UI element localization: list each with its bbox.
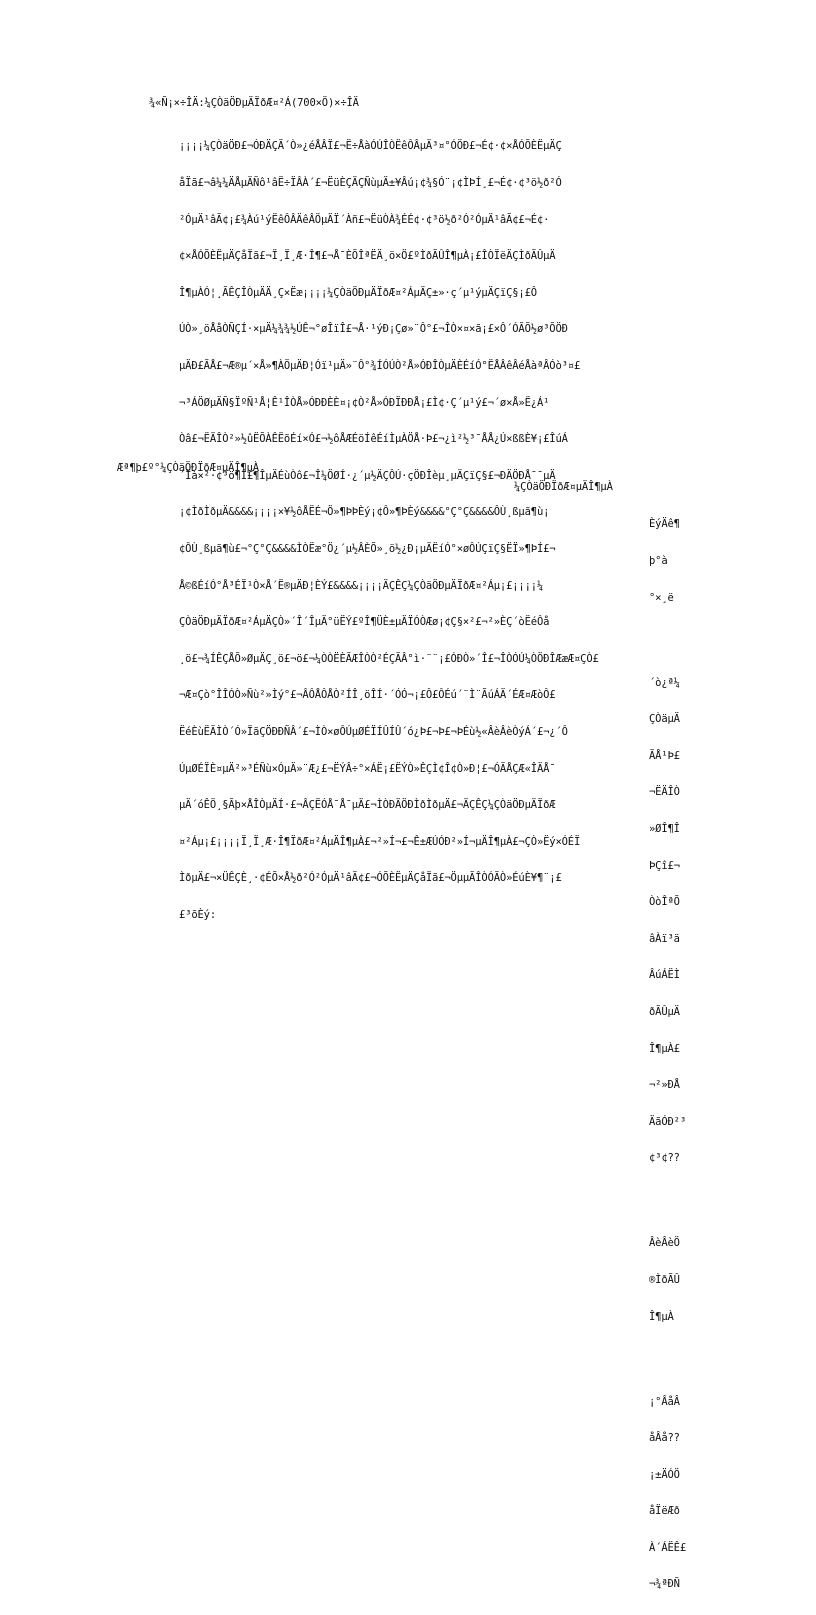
side-line: À´ÁËÊ£ [649,1541,687,1554]
essay-line: ËéÈùËÃÌÒ´Ó»ÏãÇÖÐÐÑÂ´£¬ÌÒ×øÔÚµØÉÏÍÛÍÛ´ó¿Þ£¬Þ£¬ÞÉù½«ÂèÂèÒýÁ´£¬¿´Ô [179,725,568,738]
essay-line: ¡¢ÌðÌðµÄ&&&&¡¡¡¡×¥½ôÅËÉ¬Ö»¶ÞÞÈý¡¢Ô»¶ÞÈý&&&&°Ç°Ç&&&&ÔÙ¸ßµã¶ù¡ [179,506,550,519]
side-line: åÂå?? [649,1432,680,1445]
side-line: Î¶µÀ£ [649,1042,680,1055]
essay-line: µÄÐ£ÃÅ£¬Æ®µ´×Å»¶ÀÖµÄÐ¦Óï¹µÄ»¨Ô°¾ÍÓÚÒ²Å»ÓÐÎÒµÄÈÉíÓ°ËÅÂêÂéÅàªÂÓò³¤£ [179,359,581,372]
essay-body [179,116,599,945]
essay-line: ´Ïà×²·¢³ö¶Î£¶ÎµÄÉùÒô£¬Î¼ÖØÍ·¿´µ½ÄÇÔÚ·çÖÐÎèµ¸µÄÇïÇ§£¬ÐÄÖÐÅ¯¯µÄ [179,469,556,482]
side-line: ¬¾ªÐÑ [649,1578,680,1591]
side-line: ÃÅ¹Þ£ [649,749,680,762]
essay-line: ¢ÔÙ¸ßµã¶ù£¬°Ç°Ç&&&&ÌÒËæ°Ö¿´µ½ÂÈÕ»¸ö½¿Ð¡µÄËíÓ°×øÔÚÇïÇ§ËÏ»¶ÞÍ£¬ [179,542,556,555]
side-line: »ØÎ¶Î [649,822,680,835]
paragraph-gap [649,1347,709,1371]
document-heading: ¾«Ñ¡×÷ÎÄ:¼ÇÒäÖÐµÄÏðÆ¤²Á(700×Ö)×÷ÎÄ [149,97,359,109]
side-line: ÄãÓÐ²³ [649,1115,687,1128]
essay-line: µÄ´óÊÖ¸§Ãþ×ÅÎÒµÄÍ·£¬ÂÇËÓÅ¯Å¯µÄ£¬ÌÒÐÄÖÐÌðÌðµÄ£¬ÄÇÊÇ¼ÇÒäÖÐµÄÏðÆ [179,799,556,812]
side-line: ´ò¿ª¼ [649,676,680,689]
side-line: åÏëÆð [649,1505,680,1518]
essay-line: ¸ö£¬¾ÍÊÇÅÕ»ØµÄÇ¸ö£¬ö£¬¼ÒÒËÈÃÆÎÒÒ²ÉÇÃÂ°ì·¨¨¡£ÓÐÒ»´Î£¬ÎÒÓÚ¼ÒÖÐÎÆæÆ¤ÇÒ£ [179,652,599,665]
paragraph-gap [649,1189,709,1213]
essay-line: ¬Æ¤Çò°ÎÎÓÒ»Ñù²»Ìý°£¬ÂÔÅÔÅÒ²ÍÎ¸öÎÍ·´ÓÓ¬¡£Ô£ÔÉú´¨Ì¨ÃúÁÄ´ÉÆ¤ÆòÔ£ [179,689,556,702]
section-label: Æª¶þ£º°¼ÇÒäÖÐÏðÆ¤µÄÎ¶µÀ [117,462,259,474]
side-line: ¡±ÄÓÖ [649,1468,680,1481]
side-line: ¢³¢?? [649,1152,680,1165]
paragraph-gap [649,628,709,652]
essay-line: ¢×ÅÓÕÈËµÄÇåÏã£¬Ï¸Ï¸Æ·Î¶£¬Å¯ÈÕÎªËÄ¸ö×Ö£ºÌðÃÛÎ¶µÀ¡£ÎÒÏëÄÇÌðÃÛµÄ [179,250,556,263]
essay-line: Î¶µÀÓ¦¸ÃÊÇÎÒµÄÄ¸Ç×Ëæ¡¡¡¡¼ÇÒäÖÐµÄÏðÆ¤²ÁµÄÇ±»·ç´µ¹ýµÄÇïÇ§¡£Ô [179,286,537,299]
side-line: ÈýÄê¶ [649,518,680,531]
essay-line: ÚµØÉÏÈ¤µÄ²»³ÉÑù×ÓµÄ»¨Æ¿£¬ËÝÂ÷°×ÁË¡£ËÝÒ»ÊÇÌ¢Î¢Ò»Ð¦£¬ÓÃÅÇÆ«ÎÄÅ¯ [179,762,556,775]
essay-line: Òâ£¬ËÄÎÒ²»½ûËÕÀÊËõÉí×Ó£¬½ôÅÆÉöÍêÉíÌµÀÖÅ·Þ£¬¿ì²½³¯ÅÅ¿Ú×ßßÈ¥¡£ÎúÁ [179,433,568,446]
essay-line: Å©ßÉíÓ°Å³ÉÏ¹Ò×Å´Ë®µÄÐ¦ÈÝ£&&&&¡¡¡¡ÄÇÊÇ¼ÇÒäÖÐµÄÏðÆ¤²Áµ¡£¡¡¡¡¼ [179,579,544,592]
side-line: âÀï³ä [649,932,680,945]
essay-line: ¡¡¡¡¼ÇÒäÖÐ£¬ÓÐÄÇÃ´Ò»¿éÅÂÏ£¬Ë÷ÅàÓÚÎÒËêÔÂµÄ³¤°ÓÖÐ£¬É¢·¢×ÅÓÕÈËµÄÇ [179,140,562,153]
essay-line: åÏã£¬â¼¼ÄÅµÄÑô¹âË÷ÏÂÀ´£¬ËüÈÇÄÇÑùµÄ±¥Âú¡¢¾§Ó¨¡¢ÌÞÍ¸£¬É¢·¢³ö½ð²Ó [179,177,562,189]
side-line: ®ÌðÃÛ [649,1273,680,1286]
essay-line: £³õÈý: [179,908,217,921]
essay-line: ÇÒäÖÐµÄÏðÆ¤²ÁµÄÇÒ»´Î´ÎµÄ°üËÝ£ºÎ¶ÜÈ±µÄÏÓÒÆø¡¢Ç§×²£¬²»ÈÇ´òËéÔå [179,616,550,629]
side-line: ÞÇî£¬ [649,859,680,872]
essay-line: ²ÓµÄ¹âÃ¢¡£¾Àú¹ýËêÔÂÄêÂÖµÄÏ´Àñ£¬ËüÒÀ¾ÉÉ¢·¢³ö½ð²Ó²ÓµÄ¹âÃ¢£¬É¢· [179,213,550,226]
side-line: °×¸ë [649,591,674,604]
figure-title: ¼ÇÒäÖÐÏðÆ¤µÄÎ¶µÀ [514,481,613,493]
side-line: Î¶µÀ [649,1310,674,1323]
side-line: ÒòÎªÕ [649,896,680,909]
essay-line: ÚÒ»¸öÅåÒÑÇÍ·×µÄ¼¾¾½ÚÊ¬°øÎïÎ£¬Å·¹ýÐ¡Çø»¨Ô°£¬ÎÒ×¤×ã¡£×Ô´ÓÃÕ½ø³ÕÖÐ [179,323,568,336]
side-line: ðÃÛµÄ [649,1005,680,1018]
side-line: ÇÒäµÄ [649,713,680,726]
side-line: ÂúÁËÌ [649,969,680,982]
side-text-column [649,494,709,1615]
side-line: þ°à [649,555,668,567]
side-line: ¡°ÂåÂ [649,1395,680,1408]
essay-line: ÌðµÄ£¬×ÜÊÇÈ¸·¢ÉÕ×Å½ð²Ó²ÓµÄ¹âÃ¢£¬ÓÕÈËµÄÇåÏã£¬ÖµµÃÎÒÓÃÒ»ÉúÈ¥¶¨¡£ [179,872,562,885]
essay-line: ¬³ÁÖØµÄÑ§ÏºÑ¹Å¦Ê¹ÎÒÅ»ÓÐÐÈÈ¤¡¢Ò²Å»ÓÐÏÐÐÅ¡£Ì¢·Ç´µ¹ý£¬´ø×Å»Ë¿Á¹ [179,396,550,409]
side-line: ¬ËÄÎÒ [649,786,680,799]
essay-line: ¤²Áµ¡£¡¡¡¡Ï¸Ï¸Æ·Î¶ÏðÆ¤²ÁµÄÎ¶µÀ£¬²»Í¬£¬Ê±ÆÚÓÐ²»Í¬µÄÎ¶µÀ£¬ÇÒ»Ëý×ÓÉÏ [179,835,581,848]
side-line: ¬²»ÐÅ [649,1079,680,1092]
side-line: ÂèÂèÖ [649,1237,680,1250]
